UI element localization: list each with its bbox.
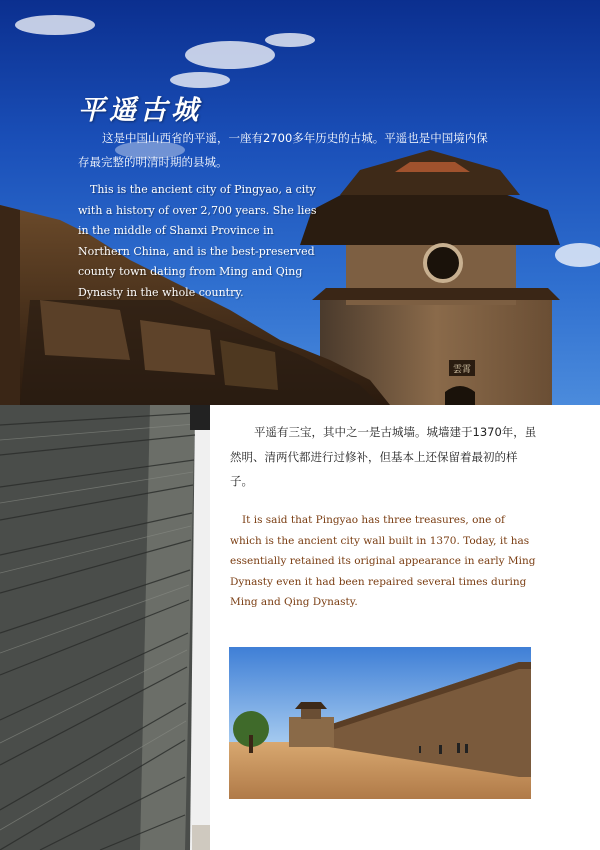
wall-chinese-paragraph: 平遥有三宝，其中之一是古城墙。城墙建于1370年，虽然明、清两代都进行过修补，但基本上还保留着最初的样子。 <box>230 425 537 488</box>
wall-texture-image <box>0 405 210 850</box>
intro-english-paragraph: This is the ancient city of Pingyao, a city with a history of over 2,700 years. She lies in the middle of Shanxi Province in Northern China, and is the best-preserved county town dating from Ming and Qing Dynasty in the whole country. <box>78 183 317 299</box>
tower-plaque: 雲霄 <box>452 365 472 375</box>
intro-chinese-paragraph: 这是中国山西省的平遥，一座有2700多年历史的古城。平遥也是中国境内保存最完整的明清时期的县城。 <box>78 131 488 169</box>
wall-english-paragraph: It is said that Pingyao has three treasures, one of which is the ancient city wall built in 1370. Today, it has essentially retained its original appearance in early Ming Dynasty even it had been repaired several times during Ming and Qing Dynasty. <box>230 514 536 608</box>
page-title: 平遥古城 <box>78 95 202 126</box>
city-square-image <box>229 647 531 799</box>
wall-closeup-photo <box>0 405 210 850</box>
hero-banner <box>0 0 600 405</box>
city-square-photo <box>229 647 531 799</box>
